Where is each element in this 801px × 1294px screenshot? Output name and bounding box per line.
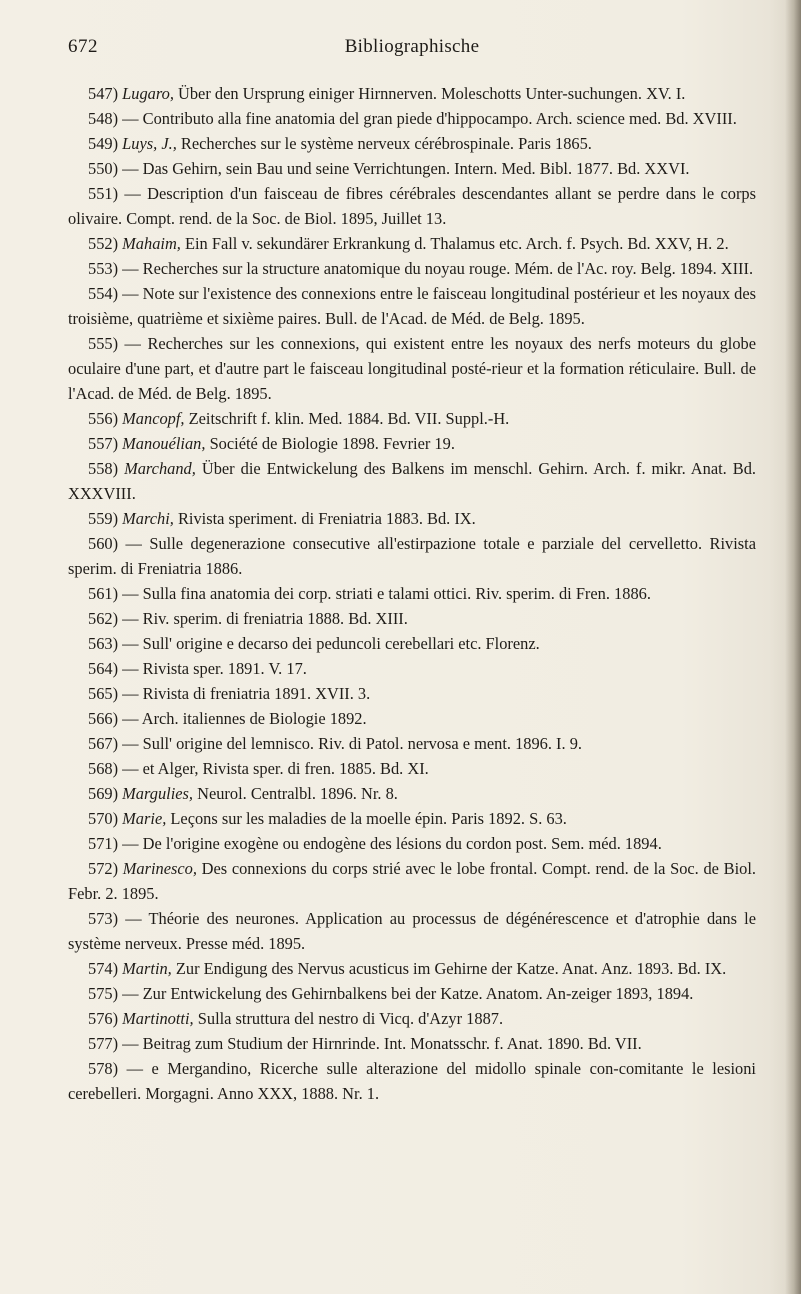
entry-number: 578) — [88, 1059, 119, 1078]
entry-text: — Arch. italiennes de Biologie 1892. — [118, 709, 367, 728]
bibliography-entry — [68, 81, 756, 106]
entry-author: Marchand, — [124, 459, 196, 478]
page-header — [68, 36, 756, 60]
page-number: 672 — [68, 36, 98, 57]
running-head: Bibliographische — [344, 36, 480, 57]
entry-author: Martin, — [122, 959, 172, 978]
entry-text: — Sull' origine e decarso dei peduncoli cerebellari etc. Florenz. — [118, 634, 540, 653]
entry-text: Zur Endigung des Nervus acusticus im Gehirne der Katze. Anat. Anz. 1893. Bd. IX. — [171, 959, 727, 978]
bibliography-entry — [68, 681, 756, 706]
entry-author: Mahaim, — [122, 234, 181, 253]
bibliography-entry — [68, 631, 756, 656]
entry-number: 569) — [88, 784, 119, 803]
entry-text: Leçons sur les maladies de la moelle épin. Paris 1892. S. 63. — [166, 809, 567, 828]
bibliography-entry — [68, 606, 756, 631]
entry-text: — Zur Entwickelung des Gehirnbalkens bei der Katze. Anatom. An-zeiger 1893, 1894. — [118, 984, 694, 1003]
entry-number: 565) — [88, 684, 119, 703]
bibliography-entry — [68, 581, 756, 606]
entry-number: 552) — [88, 234, 119, 253]
entry-number: 574) — [88, 959, 119, 978]
entry-number: 547) — [88, 84, 119, 103]
entry-number: 562) — [88, 609, 119, 628]
entry-number: 554) — [88, 284, 119, 303]
bibliography-entry — [68, 956, 756, 981]
entry-text: — Recherches sur la structure anatomique du noyau rouge. Mém. de l'Ac. roy. Belg. 1894. XIII. — [118, 259, 754, 278]
entry-text: — Sulla fina anatomia dei corp. striati e talami ottici. Riv. sperim. di Fren. 1886. — [118, 584, 651, 603]
entry-text: Des connexions du corps strié avec le lobe frontal. Compt. rend. de la Soc. de Biol. Febr. 2. 1895. — [68, 859, 756, 903]
bibliography-entry — [68, 756, 756, 781]
bibliography-entry — [68, 806, 756, 831]
entry-number: 568) — [88, 759, 119, 778]
bibliography-entry — [68, 1006, 756, 1031]
bibliography-entry — [68, 181, 756, 231]
entry-author: Margulies, — [122, 784, 194, 803]
entry-text: Ein Fall v. sekundärer Erkrankung d. Thalamus etc. Arch. f. Psych. Bd. XXV, H. 2. — [180, 234, 729, 253]
entry-number: 556) — [88, 409, 119, 428]
entry-author: Mancopf, — [122, 409, 185, 428]
entry-number: 555) — [88, 334, 119, 353]
entry-text: — Note sur l'existence des connexions entre le faisceau longitudinal postérieur et les noyaux des troisième, quatrième et sixième paires. Bull. de l'Acad. de Méd. de Belg. 1895. — [68, 284, 756, 328]
entry-text: — De l'origine exogène ou endogène des lésions du cordon post. Sem. méd. 1894. — [118, 834, 662, 853]
bibliography-entry — [68, 131, 756, 156]
bibliography-entry — [68, 1056, 756, 1106]
entry-number: 572) — [88, 859, 119, 878]
bibliography-list — [68, 81, 756, 1106]
entry-number: 576) — [88, 1009, 119, 1028]
entry-number: 561) — [88, 584, 119, 603]
bibliography-entry — [68, 156, 756, 181]
bibliography-entry — [68, 281, 756, 331]
bibliography-entry — [68, 406, 756, 431]
entry-author: Marie, — [122, 809, 167, 828]
bibliography-entry — [68, 331, 756, 406]
bibliography-entry — [68, 456, 756, 506]
entry-text: — Description d'un faisceau de fibres cérébrales descendantes allant se perdre dans le corps olivaire. Compt. rend. de la Soc. de Biol. 1895, Juillet 13. — [68, 184, 756, 228]
entry-text: Neurol. Centralbl. 1896. Nr. 8. — [193, 784, 398, 803]
bibliography-entry — [68, 731, 756, 756]
entry-text: Über die Entwickelung des Balkens im menschl. Gehirn. Arch. f. mikr. Anat. Bd. XXXVIII. — [68, 459, 756, 503]
bibliography-entry — [68, 431, 756, 456]
entry-text: — Recherches sur les connexions, qui existent entre les noyaux des nerfs moteurs du globe oculaire d'une part, et d'autre part le faisceau longitudinal posté-rieur et la formation réticulaire. Bull. de l'Acad. de Méd. de Belg. 1895. — [68, 334, 756, 403]
bibliography-entry — [68, 231, 756, 256]
entry-text: — Théorie des neurones. Application au processus de dégénérescence et d'atrophie dans le système nerveux. Presse méd. 1895. — [68, 909, 756, 953]
entry-number: 558) — [88, 459, 119, 478]
bibliography-entry — [68, 656, 756, 681]
page-edge-shadow — [785, 0, 801, 1294]
entry-number: 553) — [88, 259, 119, 278]
entry-text: — e Mergandino, Ricerche sulle alterazione del midollo spinale con-comitante le lesioni cerebelleri. Morgagni. Anno XXX, 1888. Nr. 1. — [68, 1059, 756, 1103]
entry-number: 571) — [88, 834, 119, 853]
entry-text: — Contributo alla fine anatomia del gran piede d'hippocampo. Arch. science med. Bd. XVIII. — [118, 109, 737, 128]
bibliography-entry — [68, 831, 756, 856]
entry-author: Marinesco, — [122, 859, 197, 878]
entry-text: Zeitschrift f. klin. Med. 1884. Bd. VII. Suppl.-H. — [184, 409, 510, 428]
bibliography-entry — [68, 781, 756, 806]
entry-author: Marchi, — [122, 509, 174, 528]
entry-number: 551) — [88, 184, 119, 203]
entry-number: 573) — [88, 909, 119, 928]
bibliography-entry — [68, 256, 756, 281]
entry-text: — Beitrag zum Studium der Hirnrinde. Int. Monatsschr. f. Anat. 1890. Bd. VII. — [118, 1034, 642, 1053]
entry-text: Rivista speriment. di Freniatria 1883. Bd. IX. — [173, 509, 476, 528]
entry-number: 548) — [88, 109, 119, 128]
entry-text: Société de Biologie 1898. Fevrier 19. — [205, 434, 455, 453]
bibliography-entry — [68, 856, 756, 906]
entry-number: 577) — [88, 1034, 119, 1053]
entry-author: Martinotti, — [122, 1009, 194, 1028]
bibliography-entry — [68, 106, 756, 131]
entry-text: — Riv. sperim. di freniatria 1888. Bd. XIII. — [118, 609, 408, 628]
entry-number: 550) — [88, 159, 119, 178]
entry-author: Lugaro, — [122, 84, 174, 103]
entry-number: 570) — [88, 809, 119, 828]
entry-number: 567) — [88, 734, 119, 753]
entry-number: 566) — [88, 709, 119, 728]
entry-text: Über den Ursprung einiger Hirnnerven. Moleschotts Unter-suchungen. XV. I. — [173, 84, 686, 103]
bibliography-entry — [68, 506, 756, 531]
bibliography-entry — [68, 1031, 756, 1056]
entry-author: Luys, J., — [122, 134, 177, 153]
bibliography-entry — [68, 706, 756, 731]
entry-text: — Das Gehirn, sein Bau und seine Verrichtungen. Intern. Med. Bibl. 1877. Bd. XXVI. — [118, 159, 690, 178]
entry-number: 575) — [88, 984, 119, 1003]
entry-text: — et Alger, Rivista sper. di fren. 1885. Bd. XI. — [118, 759, 429, 778]
entry-number: 557) — [88, 434, 119, 453]
entry-text: — Sulle degenerazione consecutive all'estirpazione totale e parziale del cervelletto. Rivista sperim. di Freniatria 1886. — [68, 534, 756, 578]
bibliography-entry — [68, 906, 756, 956]
entry-text: Sulla struttura del nestro di Vicq. d'Azyr 1887. — [193, 1009, 504, 1028]
entry-text: — Sull' origine del lemnisco. Riv. di Patol. nervosa e ment. 1896. I. 9. — [118, 734, 583, 753]
entry-text: Recherches sur le système nerveux cérébrospinale. Paris 1865. — [176, 134, 592, 153]
entry-number: 560) — [88, 534, 119, 553]
bibliography-entry — [68, 531, 756, 581]
entry-number: 564) — [88, 659, 119, 678]
entry-number: 563) — [88, 634, 119, 653]
bibliography-entry — [68, 981, 756, 1006]
entry-number: 549) — [88, 134, 119, 153]
entry-text: — Rivista sper. 1891. V. 17. — [118, 659, 307, 678]
entry-text: — Rivista di freniatria 1891. XVII. 3. — [118, 684, 371, 703]
entry-number: 559) — [88, 509, 119, 528]
entry-author: Manouélian, — [122, 434, 206, 453]
